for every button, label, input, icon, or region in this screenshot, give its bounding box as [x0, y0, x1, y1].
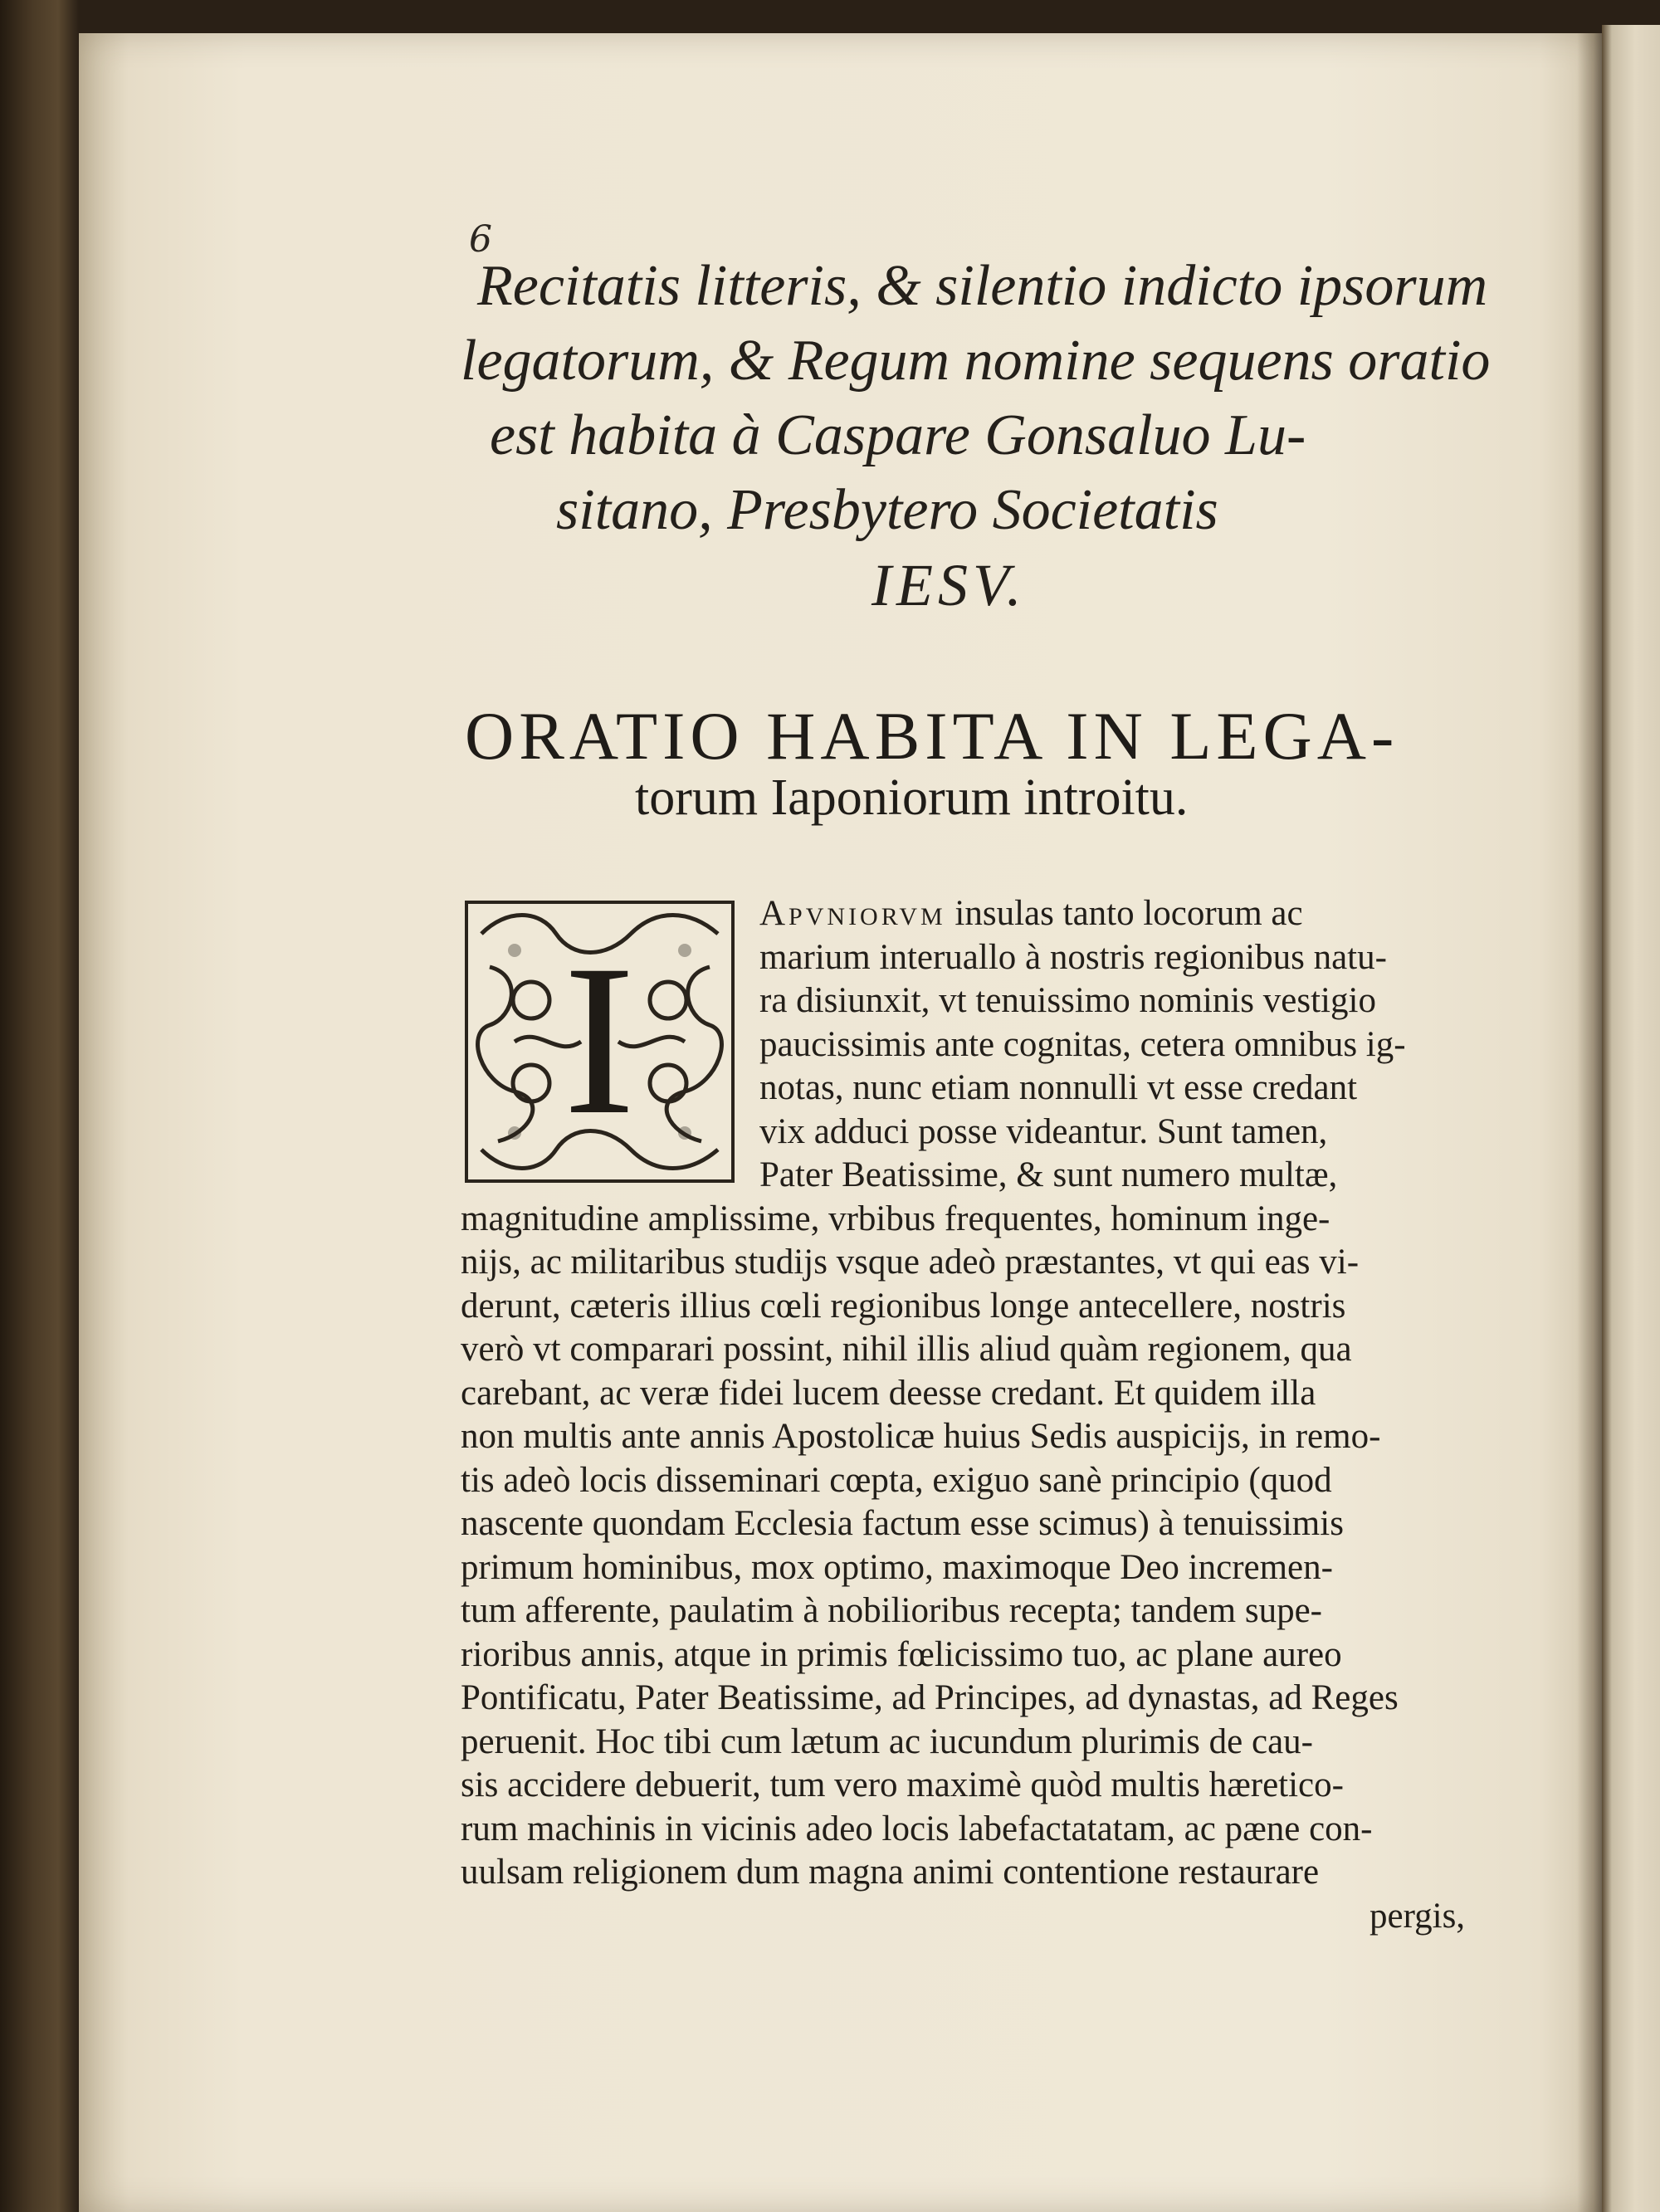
page-number: 6	[469, 218, 492, 261]
oration-body	[461, 892, 1494, 1938]
body-line: paucissimis ante cognitas, cetera omnibus ig-	[759, 1024, 1406, 1064]
oration-title	[465, 697, 1477, 828]
body-line: vix adduci posse videantur. Sunt tamen,	[759, 1111, 1328, 1151]
body-line: non multis ante annis Apostolicæ huius Sedis auspicijs, in remo-	[461, 1417, 1381, 1456]
title-line-1: ORATIO HABITA IN LEGA-	[465, 698, 1399, 774]
catchword: pergis,	[1370, 1896, 1466, 1936]
body-line: tum afferente, paulatim à nobilioribus recepta; tandem supe-	[461, 1591, 1323, 1630]
body-line: derunt, cæteris illius cœli regionibus longe antecellere, nostris	[461, 1286, 1346, 1326]
heading-line: Recitatis litteris, & silentio indicto ipsorum	[477, 254, 1488, 318]
body-line: rum machinis in vicinis adeo locis labefactatatam, ac pæne con-	[461, 1809, 1373, 1848]
body-line: tis adeò locis disseminari cœpta, exiguo sanè principio (quod	[461, 1460, 1332, 1500]
section-heading	[461, 249, 1506, 623]
body-first-word: Apvniorvm	[759, 894, 946, 933]
body-line: sis accidere debuerit, tum vero maximè quòd multis hæretico-	[461, 1765, 1344, 1804]
body-line: nascente quondam Ecclesia factum esse scimus) à tenuissimis	[461, 1504, 1344, 1543]
body-line-text: insulas tanto locorum ac	[945, 894, 1303, 933]
body-line: ra disiunxit, vt tenuissimo nominis vestigio	[759, 981, 1376, 1020]
heading-line: IESV.	[872, 552, 1027, 618]
body-line: nijs, ac militaribus studijs vsque adeò præstantes, vt qui eas vi-	[461, 1243, 1360, 1282]
heading-line: legatorum, & Regum nomine sequens oratio	[461, 329, 1491, 393]
body-line: verò vt comparari possint, nihil illis aliud quàm regionem, qua	[461, 1330, 1352, 1369]
body-line: magnitudine amplissime, vrbibus frequentes, hominum inge-	[461, 1199, 1330, 1238]
body-line: Pontificatu, Pater Beatissime, ad Principes, ad dynastas, ad Reges	[461, 1678, 1399, 1717]
body-line: peruenit. Hoc tibi cum lætum ac iucundum plurimis de cau-	[461, 1721, 1313, 1761]
body-line: primum hominibus, mox optimo, maximoque Deo incremen-	[461, 1547, 1333, 1587]
page-gutter	[1577, 33, 1602, 2212]
heading-line: est habita à Caspare Gonsaluo Lu-	[490, 403, 1306, 467]
body-line: rioribus annis, atque in primis fœlicissimo tuo, ac plane aureo	[461, 1634, 1342, 1674]
body-line	[461, 892, 1494, 936]
body-line: marium interuallo à nostris regionibus natu-	[759, 937, 1387, 977]
body-line: uulsam religionem dum magna animi contentione restaurare	[461, 1853, 1320, 1892]
body-line: carebant, ac veræ fidei lucem deesse credant. Et quidem illa	[461, 1373, 1316, 1413]
title-line-2: torum Iaponiorum introitu.	[635, 769, 1189, 826]
initial-letter: I	[563, 920, 636, 1160]
heading-line: sitano, Presbytero Societatis	[556, 478, 1218, 542]
body-line: notas, nunc etiam nonnulli vt esse credant	[759, 1068, 1358, 1107]
facing-page-edge	[1602, 25, 1660, 2212]
body-line: Pater Beatissime, & sunt numero multæ,	[759, 1155, 1338, 1194]
